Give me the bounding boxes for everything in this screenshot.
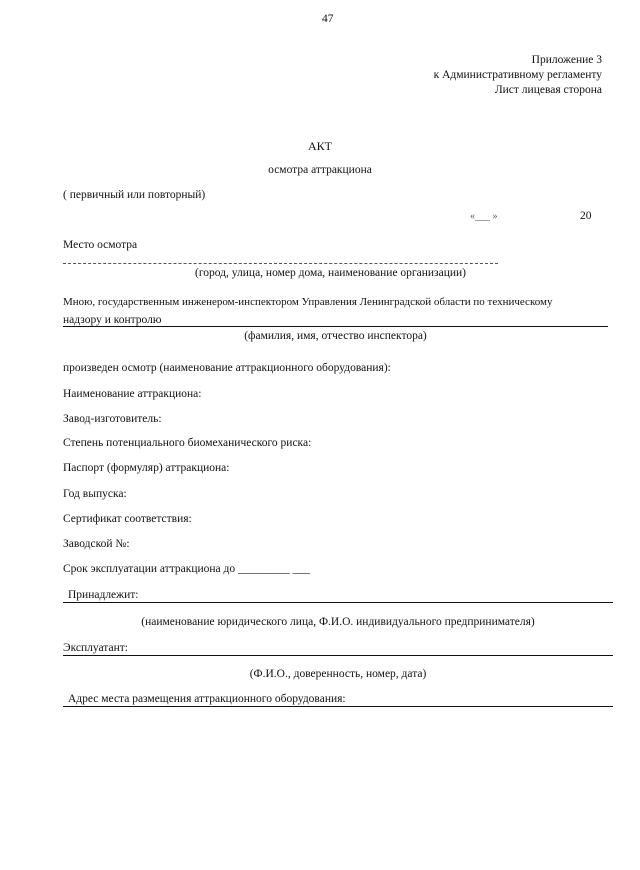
- operator-label: Эксплуатант:: [63, 642, 128, 654]
- owner-caption: (наименование юридического лица, Ф.И.О. индивидуального предпринимателя): [141, 616, 535, 628]
- appendix-line-1: Приложение 3: [531, 54, 602, 66]
- place-underline: [63, 263, 498, 264]
- appendix-line-3: Лист лицевая сторона: [494, 84, 602, 96]
- inspector-text-line-2: надзору и контролю: [63, 314, 162, 326]
- appendix-line-2: к Административному регламенту: [433, 69, 602, 81]
- field-service-life: Срок эксплуатации аттракциона до _________ ___: [63, 563, 310, 575]
- inspector-underline: [63, 326, 608, 327]
- place-label: Место осмотра: [63, 239, 138, 251]
- field-risk-degree: Степень потенциального биомеханического риска:: [63, 437, 312, 449]
- page-number: 47: [322, 13, 334, 25]
- inspector-text-line-1: Мною, государственным инженером-инспектором Управления Ленинградской области по техническому: [63, 296, 553, 308]
- document-title: АКТ: [308, 139, 332, 153]
- field-passport: Паспорт (формуляр) аттракциона:: [63, 462, 230, 474]
- field-serial: Заводской №:: [63, 538, 130, 550]
- operator-underline: [63, 655, 613, 656]
- field-certificate: Сертификат соответствия:: [63, 513, 192, 525]
- field-attraction-name: Наименование аттракциона:: [63, 388, 202, 400]
- operator-caption: (Ф.И.О., доверенность, номер, дата): [249, 668, 427, 680]
- place-caption: (город, улица, номер дома, наименование организации): [195, 267, 466, 279]
- owner-label: Принадлежит:: [68, 589, 139, 601]
- address-underline: [63, 706, 613, 707]
- owner-underline: [63, 602, 613, 603]
- field-year: Год выпуска:: [63, 488, 127, 500]
- date-day-placeholder: «___ »: [470, 211, 498, 222]
- inspection-type-note: ( первичный или повторный): [63, 189, 206, 201]
- inspector-caption: (фамилия, имя, отчество инспектора): [244, 330, 427, 342]
- field-manufacturer: Завод-изготовитель:: [63, 413, 162, 425]
- field-inspection-done: произведен осмотр (наименование аттракционного оборудования):: [63, 362, 391, 374]
- document-subtitle: осмотра аттракциона: [268, 164, 372, 176]
- address-label: Адрес места размещения аттракционного оборудования:: [68, 693, 346, 705]
- date-year: 20: [580, 210, 592, 222]
